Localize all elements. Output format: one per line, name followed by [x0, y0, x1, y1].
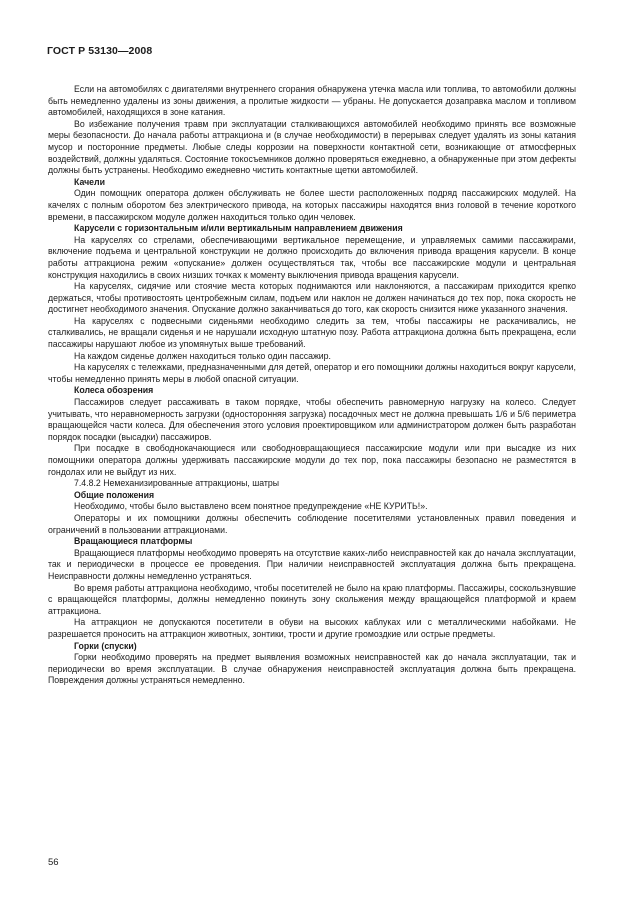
- paragraph: На каруселях, сидячие или стоячие места которых поднимаются или наклоняются, а пассажирам приходится крепко держаться, чтобы противостоять центробежным силам, подъем или наклон не должен начинаться до тех пор, пока скорость не достигнет необходимого значения. Опускание должно заканчиваться до того, как скорость снизится ниже указанного значения.: [48, 281, 576, 315]
- paragraph: На аттракцион не допускаются посетители в обуви на высоких каблуках или с металлическими набойками. Не разрешается проносить на аттракцион животных, зонтики, трости и другие громоздкие или острые предметы.: [48, 617, 576, 639]
- section-heading-ferris-wheel: Колеса обозрения: [74, 385, 154, 396]
- page-number: 56: [48, 857, 59, 868]
- document-header: ГОСТ Р 53130—2008: [47, 45, 153, 57]
- paragraph: Операторы и их помощники должны обеспечить соблюдение посетителями установленных правил поведения и ограничений в пользовании аттракционами.: [48, 512, 576, 535]
- paragraph: При посадке в свободнокачающиеся или свободновращающиеся пассажирские модули или при высадке из них помощники оператора должны удерживать пассажирские модули до тех пор, пока пассажиры безопасно не разместятся в гондолах или не выйдут из них.: [48, 443, 576, 477]
- paragraph: На каруселях с подвесными сиденьями необходимо следить за тем, чтобы пассажиры не раскачивались, не сталкивались, не вращали сиденья и не нарушали исходную штатную позу. Работа аттракциона должна быть прекращена, если пассажиры нарушают любое из упомянутых выше требований.: [48, 315, 576, 350]
- paragraph: Горки необходимо проверять на предмет выявления возможных неисправностей как до начала эксплуатации, так и периодически во время эксплуатации. В случае обнаружения неисправностей эксплуатация должна быть прекращена. Повреждения должны устраняться немедленно.: [48, 652, 576, 686]
- document-body: [48, 84, 576, 687]
- paragraph: На каруселях с тележками, предназначенными для детей, оператор и его помощники должны находиться вокруг карусели, чтобы немедленно принять меры в любой опасной ситуации.: [48, 362, 576, 384]
- paragraph: Один помощник оператора должен обслуживать не более шести расположенных подряд пассажирских модулей. На качелях с полным оборотом без электрического привода, на которых пассажиры находятся вниз головой в течение короткого времени, в пассажирском модуле должен находиться только один человек.: [48, 188, 576, 222]
- section-heading-slides: Горки (спуски): [74, 640, 137, 651]
- section-heading-platforms: Вращающиеся платформы: [74, 536, 193, 547]
- section-heading-carousels: Карусели с горизонтальным и/или вертикальным направлением движения: [74, 223, 403, 234]
- paragraph: На каждом сиденье должен находиться только один пассажир.: [74, 350, 331, 361]
- paragraph: Необходимо, чтобы было выставлено всем понятное предупреждение «НЕ КУРИТЬ!».: [74, 501, 428, 512]
- subsection-number-title: 7.4.8.2 Немеханизированные аттракционы, шатры: [74, 478, 280, 489]
- paragraph: Во время работы аттракциона необходимо, чтобы посетителей не было на краю платформы. Пассажиры, соскользнувшие с вращающейся платформы, должны немедленно покинуть зону скольжения между вращающейся платформой и краем аттракциона.: [48, 582, 576, 616]
- paragraph: Пассажиров следует рассаживать в таком порядке, чтобы обеспечить равномерную нагрузку на колесо. Следует учитывать, что неравномерность загрузки (односторонняя загрузка) посадочных мест не должна превышать 1/6 и 5/6 периметра вращающейся части колеса. Для обеспечения этого условия проектировщиком или администратором должен быть разработан порядок посадки (высадки) пассажиров.: [48, 397, 576, 442]
- paragraph: На каруселях со стрелами, обеспечивающими вертикальное перемещение, и управляемых самими пассажирами, включение подъема и центральной конструкции не должно происходить до включения привода вращения карусели. В конце работы аттракциона режим «опускание» должен осуществляться так, чтобы все пассажирские модули и центральная конструкция находились в своих низших точках к моменту выключения привода вращения карусели.: [48, 234, 576, 280]
- paragraph: Вращающиеся платформы необходимо проверять на отсутствие каких-либо неисправностей как до начала эксплуатации, так и периодически в процессе ее проведения. При наличии неисправностей эксплуатация должна быть прекращена. Неисправности должны немедленно устраняться.: [48, 547, 576, 581]
- paragraph: Во избежание получения травм при эксплуатации сталкивающихся автомобилей необходимо принять все возможные меры безопасности. До начала работы аттракциона и (в случае необходимости) в перерывах следует удалять из зоны катания мусор и посторонние предметы. Любые следы коррозии на поверхности контактной сети, возникающие от атмосферных воздействий, должны удаляться. Состояние токосъемников должно проверяться ежедневно, а обнаруженные при этом дефекты должны быть устранены. Необходимо ежедневно чистить контактные щетки автомобилей.: [48, 118, 576, 176]
- section-heading-swings: Качели: [74, 176, 105, 187]
- paragraph: Если на автомобилях с двигателями внутреннего сгорания обнаружена утечка масла или топлива, то автомобили должны быть немедленно удалены из зоны движения, а пролитые жидкости — убраны. Не допускается дозаправка маслом и топливом автомобилей, находящихся в зоне катания.: [48, 84, 576, 118]
- section-heading-general: Общие положения: [74, 489, 155, 500]
